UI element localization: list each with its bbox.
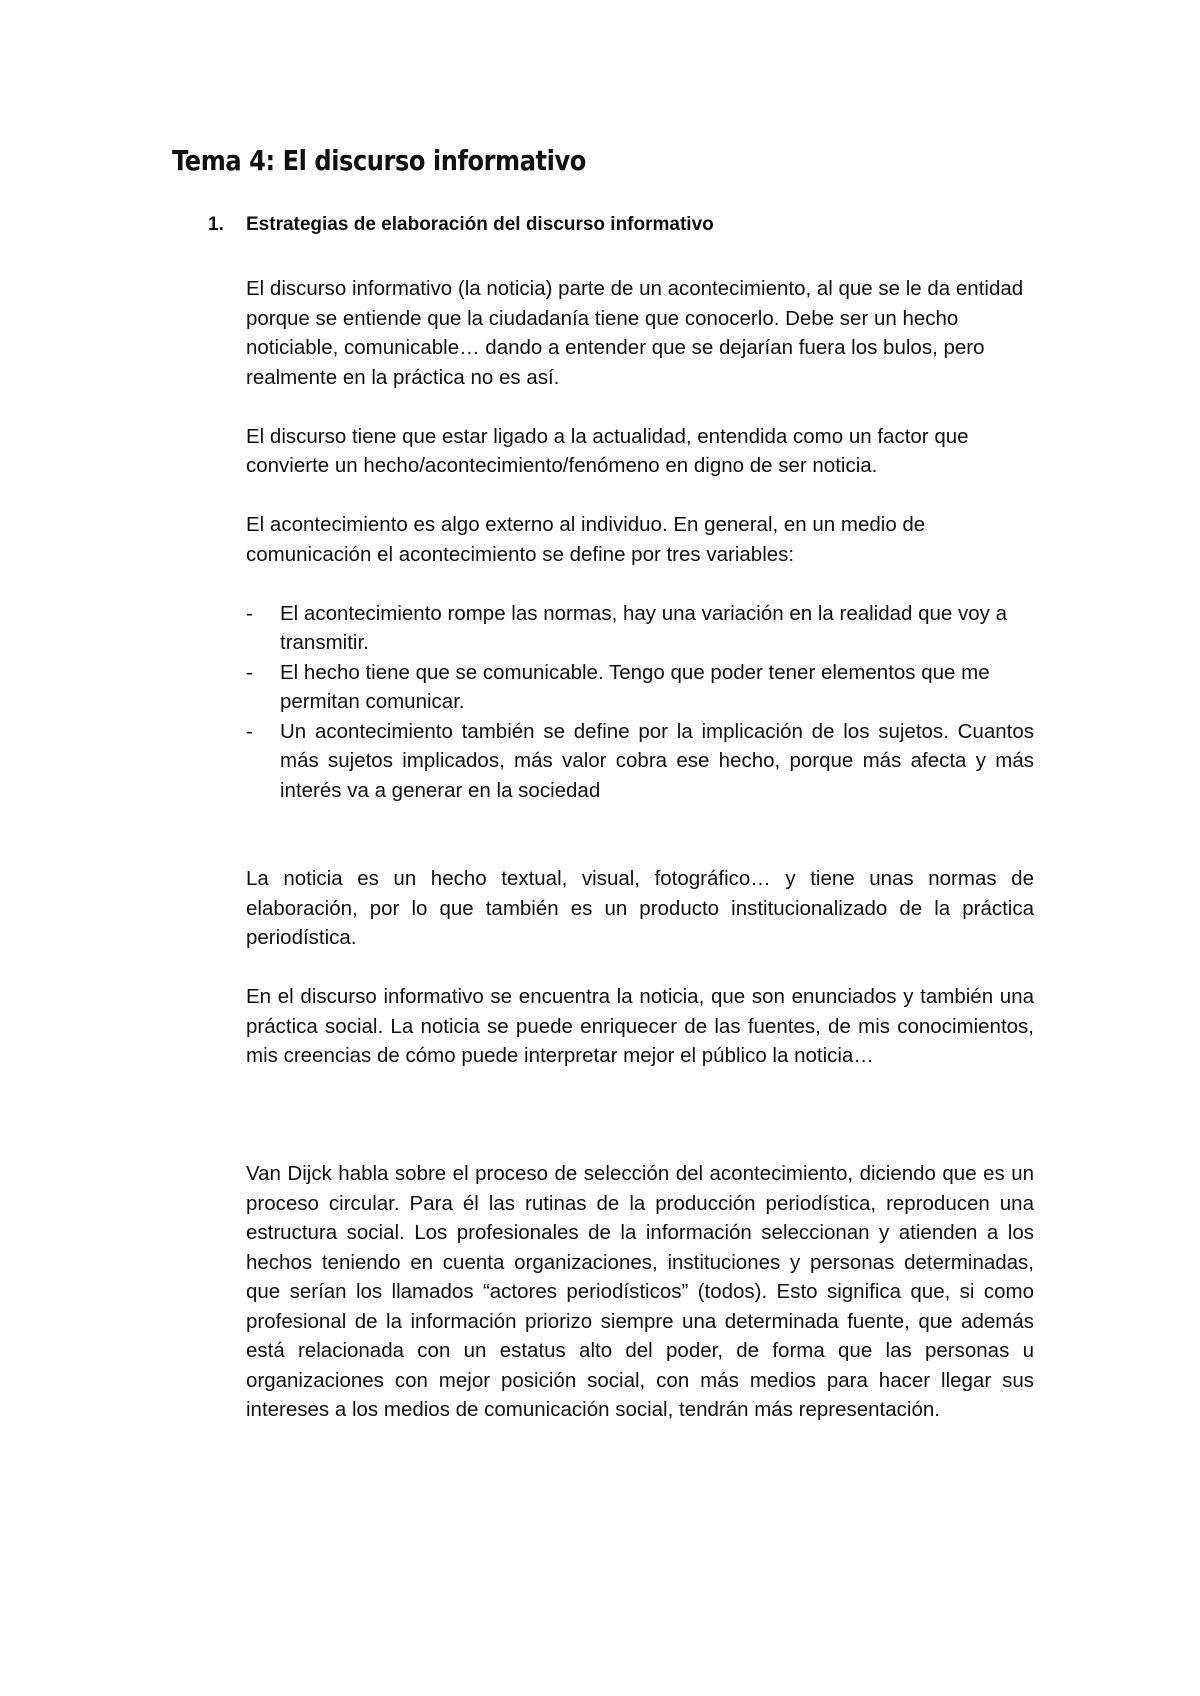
list-bullet: - (246, 660, 253, 684)
list-item-text: El hecho tiene que se comunicable. Tengo que poder tener elementos que me permitan comunicar. (280, 660, 990, 713)
paragraph-acontecimiento: El acontecimiento es algo externo al individuo. En general, en un medio de comunicación el acontecimiento se define por tres variables: (246, 513, 926, 566)
section-number: 1. (208, 214, 224, 235)
paragraph-van-dijck: Van Dijck habla sobre el proceso de selección del acontecimiento, diciendo que es un proceso circular. Para él las rutinas de la producción periodística, reproducen una estructura social. Los profesionales de la información seleccionan y atienden a los hechos teniendo en cuenta organizaciones, instituciones y personas determinadas, que serían los llamados “actores periodísticos” (todos). Esto significa que, si como profesional de la información priorizo siempre una determinada fuente, que además está relacionada con un estatus alto del poder, de forma que las personas u organizaciones con mejor posición social, con más medios para hacer llegar sus intereses a los medios de comunicación social, tendrán más representación. (246, 1162, 1034, 1421)
section-heading-text: Estrategias de elaboración del discurso informativo (246, 214, 714, 235)
section-heading (208, 214, 714, 236)
list-item (246, 658, 1034, 717)
document-body (246, 274, 1034, 1425)
list-item-text: El acontecimiento rompe las normas, hay una variación en la realidad que voy a transmitir. (280, 601, 1008, 654)
list-item (246, 599, 1034, 658)
list-item-text: Un acontecimiento también se define por la implicación de los sujetos. Cuantos más sujetos implicados, más valor cobra ese hecho, porque más afecta y más interés va a generar en la sociedad (280, 719, 1034, 802)
document-title: Tema 4: El discurso informativo (172, 144, 586, 177)
paragraph-discurso: En el discurso informativo se encuentra la noticia, que son enunciados y también una práctica social. La noticia se puede enriquecer de las fuentes, de mis conocimientos, mis creencias de cómo puede interpretar mejor el público la noticia… (246, 985, 1034, 1067)
paragraph-actualidad: El discurso tiene que estar ligado a la actualidad, entendida como un factor que convierte un hecho/acontecimiento/fenómeno en digno de ser noticia. (246, 424, 969, 477)
variables-list (246, 599, 1034, 806)
paragraph-noticia: La noticia es un hecho textual, visual, fotográfico… y tiene unas normas de elaboración, por lo que también es un producto institucionalizado de la práctica periodística. (246, 867, 1034, 949)
list-bullet: - (246, 719, 253, 743)
list-item (246, 717, 1034, 806)
paragraph-intro: El discurso informativo (la noticia) parte de un acontecimiento, al que se le da entidad porque se entiende que la ciudadanía tiene que conocerlo. Debe ser un hecho noticiable, comunicable… dando a entender que se dejarían fuera los bulos, pero realmente en la práctica no es así. (246, 277, 1024, 389)
list-bullet: - (246, 601, 253, 625)
